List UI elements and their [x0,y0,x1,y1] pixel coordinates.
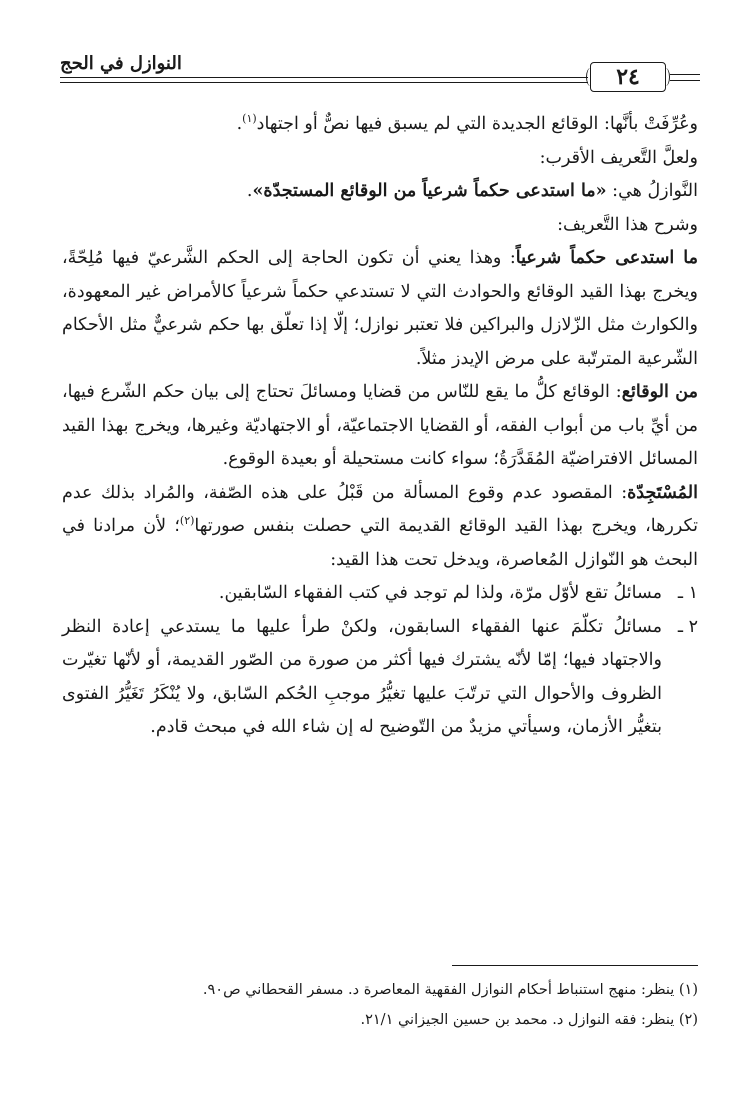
paragraph-definition-2 [62,175,698,209]
definition-text: وعُرِّفَتْ بأنَّها: الوقائع الجديدة التي لم يسبق فيها نصٌّ أو اجتهاد [256,114,698,134]
header-rule-right [670,74,700,75]
list-text: مسائلُ تكلّمَ عنها الفقهاء السابقون، ولكنْ طرأ عليها ما يستدعي إعادة النظر والاجتهاد فيها؛ إمّا لأنّه يشترك فيها أكثر من صورة من الصّور القديمة، أو لأنّها تغيّرت الظروف والأحوال التي ترتّبَ عليها تغيُّرُ موجبِ الحُكم السّابق، ولا يُنْكَرُ تَغَيُّرُ الفتوى بتغيُّر الأزمان، وسيأتي مزيدٌ من التّوضيح له إن شاء الله في مبحث قادم. [62,616,662,737]
page-header [60,50,700,102]
term-heading: من الوقائع [621,382,699,402]
footnotes [62,975,698,1035]
body-text [62,108,698,745]
footnote [62,1005,698,1035]
footnote-ref-1: (١) [242,112,257,126]
running-title: النوازل في الحج [60,53,182,74]
header-rule-right-thin [670,80,700,81]
term-heading: المُسْتَجِدّة [627,482,698,503]
footnote [62,975,698,1005]
footnote-text: ينظر: منهج استنباط أحكام النوازل الفقهية المعاصرة د. مسفر القحطاني ص٩٠. [202,982,675,998]
footnote-number: (٢) [678,1012,698,1028]
definition-quote: «ما استدعى حكماً شرعياً من الوقائع المستجدّة» [252,181,607,201]
footnote-ref-2: (٢) [179,514,195,528]
term-explanation-continued: ؛ لأن مرادنا في البحث هو النّوازل المُعاصرة، ويدخل تحت هذا القيد: [62,516,698,570]
paragraph-term-1 [62,242,698,376]
paragraph-term-2 [62,376,698,477]
term-heading: ما استدعى حكماً شرعياً [515,248,698,268]
header-rule-thin [60,82,588,83]
definition-lead: النَّوازلُ هي: [606,181,698,201]
header-rule [60,77,588,78]
page-number: ٢٤ [590,62,666,92]
list-item [62,577,698,611]
paragraph-term-3 [62,477,698,578]
footnote-text: ينظر: فقه النوازل د. محمد بن حسين الجيزاني ٢١/١. [360,1012,675,1028]
term-explanation: : المقصود عدم وقوع المسألة من قَبْلُ على هذه الصّفة، والمُراد بذلك عدم تكررها، ويخرج بهذا القيد الوقائع القديمة التي حصلت بنفس صورتها [62,482,699,536]
footnote-separator [452,965,698,966]
punctuation: . [246,181,253,201]
term-explanation: : الوقائع كلُّ ما يقع للنّاس من قضايا ومسائلَ تحتاج إلى بيان حكم الشّرع فيها، من أيِّ باب من أبواب الفقه، أو القضايا الاجتماعيّة، أو الاجتهاديّة وغيرها، ويخرج بهذا القيد المسائل الافتراضيّة المُقَدَّرَةُ؛ سواء كانت مستحيلة أو بعيدة الوقوع. [62,382,698,469]
paragraph-intro: ولعلَّ التَّعريف الأقرب: [539,147,698,168]
list-number: ١ ـ [677,583,698,603]
footnote-number: (١) [678,982,698,998]
list-item [62,611,698,745]
punctuation: . [236,114,243,134]
term-explanation: : وهذا يعني أن تكون الحاجة إلى الحكم الشَّرعيّ فيها مُلِحّةً، ويخرج بهذا القيد الوقائع والحوادث التي لا تستدعي حكماً شرعياً كالأمراض غير المعهودة، والكوارث مثل الزّلازل والبراكين فلا تعتبر نوازل؛ إلّا إذا تعلّق بها حكم شرعيٌّ مثل الأحكام الشّرعية المترتّبة على مرض الإيدز مثلاً. [62,248,698,369]
list-text: مسائلُ تقع لأوّل مرّة، ولذا لم توجد في كتب الفقهاء السّابقين. [218,583,662,603]
paragraph-explanation-intro: وشرح هذا التَّعريف: [557,214,698,235]
paragraph-definition-1 [62,108,698,142]
list-number: ٢ ـ [677,616,698,637]
